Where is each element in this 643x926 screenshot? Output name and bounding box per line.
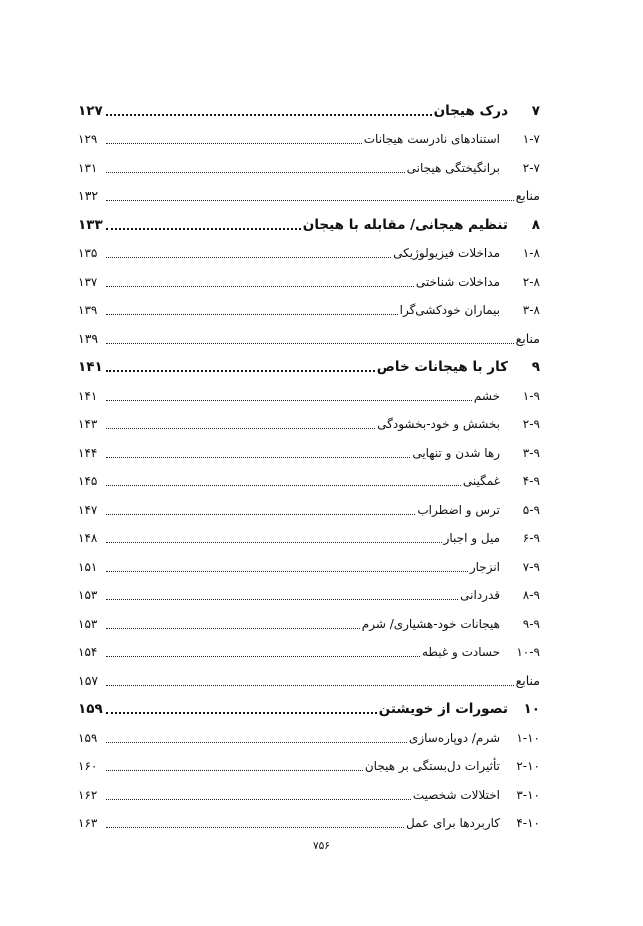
toc-entry-number: ۱-۷ bbox=[522, 132, 540, 146]
toc-entry-title: کار با هیجانات خاص bbox=[376, 359, 508, 375]
toc-entry-title: برانگیختگی هیجانی bbox=[406, 160, 500, 175]
toc-entry-title: کاربردها برای عمل bbox=[406, 816, 500, 830]
toc-entry-number: ۷ bbox=[531, 102, 540, 119]
dot-leader bbox=[106, 457, 410, 458]
toc-chapter-row[interactable] bbox=[78, 90, 540, 119]
toc-entry-title: تنظیم هیجانی/ مقابله با هیجان bbox=[302, 216, 508, 233]
toc-section-row[interactable] bbox=[78, 432, 540, 461]
toc-entry-number: ۱۰ bbox=[523, 701, 540, 717]
dot-leader bbox=[106, 656, 420, 657]
toc-entry-number: ۲-۱۰ bbox=[516, 759, 540, 773]
toc-entry-number: ۱۰-۹ bbox=[516, 645, 540, 659]
toc-section-row[interactable] bbox=[78, 119, 540, 148]
toc-entry-page: ۱۳۳ bbox=[78, 216, 103, 233]
dot-leader bbox=[106, 172, 405, 173]
dot-leader bbox=[106, 200, 514, 201]
dot-leader bbox=[106, 599, 458, 600]
toc-entry-title: بخشش و خود-بخشودگی bbox=[377, 417, 500, 431]
toc-references-row[interactable] bbox=[78, 660, 540, 689]
toc-entry-page: ۱۴۱ bbox=[78, 359, 103, 375]
toc-entry-page: ۱۲۷ bbox=[78, 102, 103, 119]
toc-section-row[interactable] bbox=[78, 404, 540, 433]
page-number: ۷۵۶ bbox=[313, 840, 330, 852]
toc-entry-page: ۱۴۵ bbox=[78, 474, 98, 488]
dot-leader bbox=[106, 114, 432, 116]
toc-entry-number: ۸ bbox=[531, 216, 540, 233]
toc-section-row[interactable] bbox=[78, 489, 540, 518]
toc-entry-page: ۱۴۷ bbox=[78, 502, 98, 517]
toc-entry-number: ۶-۹ bbox=[522, 531, 540, 545]
toc-entry-title: درک هیجان bbox=[433, 102, 508, 119]
toc-section-row[interactable] bbox=[78, 803, 540, 832]
toc-entry-page: ۱۵۳ bbox=[78, 588, 98, 602]
toc-section-row[interactable] bbox=[78, 461, 540, 490]
toc-entry-page: ۱۳۹ bbox=[78, 303, 98, 317]
toc-entry-page: ۱۵۷ bbox=[78, 672, 99, 688]
toc-section-row[interactable] bbox=[78, 518, 540, 547]
toc-entry-title: مداخلات شناختی bbox=[415, 274, 500, 289]
toc-entry-number: ۴-۹ bbox=[522, 474, 540, 488]
toc-entry-title: بیماران خودکشی‌گرا bbox=[399, 303, 500, 317]
dot-leader bbox=[106, 827, 404, 828]
dot-leader bbox=[106, 770, 363, 771]
toc-entry-page: ۱۳۹ bbox=[78, 330, 99, 346]
toc-entry-number: ۳-۹ bbox=[522, 445, 540, 460]
dot-leader bbox=[106, 685, 514, 686]
toc-section-row[interactable] bbox=[78, 290, 540, 319]
toc-entry-number: ۲-۸ bbox=[522, 274, 540, 289]
toc-entry-title: هیجانات خود-هشیاری/ شرم bbox=[361, 616, 500, 631]
dot-leader bbox=[106, 257, 391, 258]
toc-entry-title: منابع bbox=[515, 672, 540, 688]
toc-chapter-row[interactable] bbox=[78, 204, 540, 233]
toc-entry-page: ۱۵۳ bbox=[78, 616, 98, 631]
toc-section-row[interactable] bbox=[78, 746, 540, 775]
toc-entry-number: ۸-۹ bbox=[522, 588, 540, 602]
dot-leader bbox=[106, 628, 360, 629]
toc-entry-title: مداخلات فیزیولوژیکی bbox=[393, 246, 500, 260]
toc-entry-page: ۱۴۴ bbox=[78, 445, 98, 460]
toc-entry-page: ۱۲۹ bbox=[78, 132, 98, 146]
toc-section-row[interactable] bbox=[78, 632, 540, 661]
toc-entry-number: ۱-۱۰ bbox=[516, 730, 540, 745]
toc-entry-number: ۲-۹ bbox=[522, 417, 540, 431]
toc-entry-page: ۱۵۴ bbox=[78, 645, 98, 659]
dot-leader bbox=[106, 370, 375, 372]
dot-leader bbox=[106, 286, 414, 287]
toc-entry-page: ۱۵۹ bbox=[78, 730, 98, 745]
toc-entry-page: ۱۶۰ bbox=[78, 759, 98, 773]
toc-entry-title: قدردانی bbox=[460, 588, 500, 602]
toc-entry-number: ۳-۱۰ bbox=[516, 787, 540, 802]
dot-leader bbox=[106, 400, 472, 401]
toc-entry-title: غمگینی bbox=[462, 474, 500, 488]
dot-leader bbox=[106, 485, 461, 486]
toc-section-row[interactable] bbox=[78, 717, 540, 746]
toc-entry-number: ۲-۷ bbox=[522, 160, 540, 175]
toc-section-row[interactable] bbox=[78, 233, 540, 262]
toc-section-row[interactable] bbox=[78, 575, 540, 604]
toc-entry-title: شرم/ دوپاره‌سازی bbox=[408, 730, 500, 745]
toc-references-row[interactable] bbox=[78, 318, 540, 347]
toc-entry-number: ۳-۸ bbox=[522, 303, 540, 317]
toc-entry-number: ۹ bbox=[531, 359, 540, 375]
toc-section-row[interactable] bbox=[78, 375, 540, 404]
dot-leader bbox=[106, 799, 411, 800]
toc-chapter-row[interactable] bbox=[78, 347, 540, 376]
dot-leader bbox=[106, 742, 407, 743]
toc-entry-page: ۱۴۳ bbox=[78, 417, 98, 431]
toc-entry-number: ۵-۹ bbox=[522, 502, 540, 517]
toc-entry-page: ۱۴۸ bbox=[78, 531, 98, 545]
toc-section-row[interactable] bbox=[78, 261, 540, 290]
dot-leader bbox=[106, 571, 468, 572]
toc-entry-page: ۱۶۳ bbox=[78, 816, 98, 830]
toc-entry-number: ۹-۹ bbox=[522, 616, 540, 631]
toc-entry-page: ۱۳۲ bbox=[78, 188, 99, 203]
toc-entry-page: ۱۳۷ bbox=[78, 274, 98, 289]
toc-entry-title: میل و اجبار bbox=[443, 531, 500, 545]
toc-entry-title: خشم bbox=[473, 388, 500, 403]
toc-section-row[interactable] bbox=[78, 147, 540, 176]
toc-section-row[interactable] bbox=[78, 774, 540, 803]
toc-chapter-row[interactable] bbox=[78, 689, 540, 718]
dot-leader bbox=[106, 343, 514, 344]
toc-entry-number: ۱-۹ bbox=[522, 388, 540, 403]
toc-entry-page: ۱۵۱ bbox=[78, 559, 98, 574]
toc-entry-title: حسادت و غبطه bbox=[421, 645, 500, 659]
toc-entry-page: ۱۴۱ bbox=[78, 388, 98, 403]
toc-entry-page: ۱۳۱ bbox=[78, 160, 98, 175]
toc-entry-title: تصورات از خویشتن bbox=[378, 701, 508, 717]
toc-entry-title: ترس و اضطراب bbox=[417, 502, 500, 517]
dot-leader bbox=[106, 228, 301, 230]
toc-entry-title: منابع bbox=[515, 330, 540, 346]
toc-section-row[interactable] bbox=[78, 603, 540, 632]
dot-leader bbox=[106, 514, 415, 515]
toc-entry-page: ۱۵۹ bbox=[78, 701, 103, 717]
toc-entry-page: ۱۳۵ bbox=[78, 246, 98, 260]
toc-entry-number: ۱-۸ bbox=[522, 246, 540, 260]
toc-section-row[interactable] bbox=[78, 546, 540, 575]
toc-entry-title: اختلالات شخصیت bbox=[412, 787, 500, 802]
dot-leader bbox=[106, 712, 377, 714]
table-of-contents bbox=[78, 90, 540, 831]
toc-entry-title: منابع bbox=[515, 188, 540, 203]
toc-entry-title: استنادهای نادرست هیجانات bbox=[363, 132, 500, 146]
dot-leader bbox=[106, 428, 375, 429]
dot-leader bbox=[106, 542, 442, 543]
toc-entry-title: تأثیرات دل‌بستگی بر هیجان bbox=[364, 759, 500, 773]
toc-references-row[interactable] bbox=[78, 176, 540, 205]
toc-entry-title: انزجار bbox=[469, 559, 500, 574]
dot-leader bbox=[106, 314, 398, 315]
dot-leader bbox=[106, 143, 362, 144]
toc-entry-page: ۱۶۲ bbox=[78, 787, 98, 802]
toc-entry-title: رها شدن و تنهایی bbox=[412, 445, 500, 460]
toc-entry-number: ۴-۱۰ bbox=[516, 816, 540, 830]
toc-entry-number: ۷-۹ bbox=[522, 559, 540, 574]
